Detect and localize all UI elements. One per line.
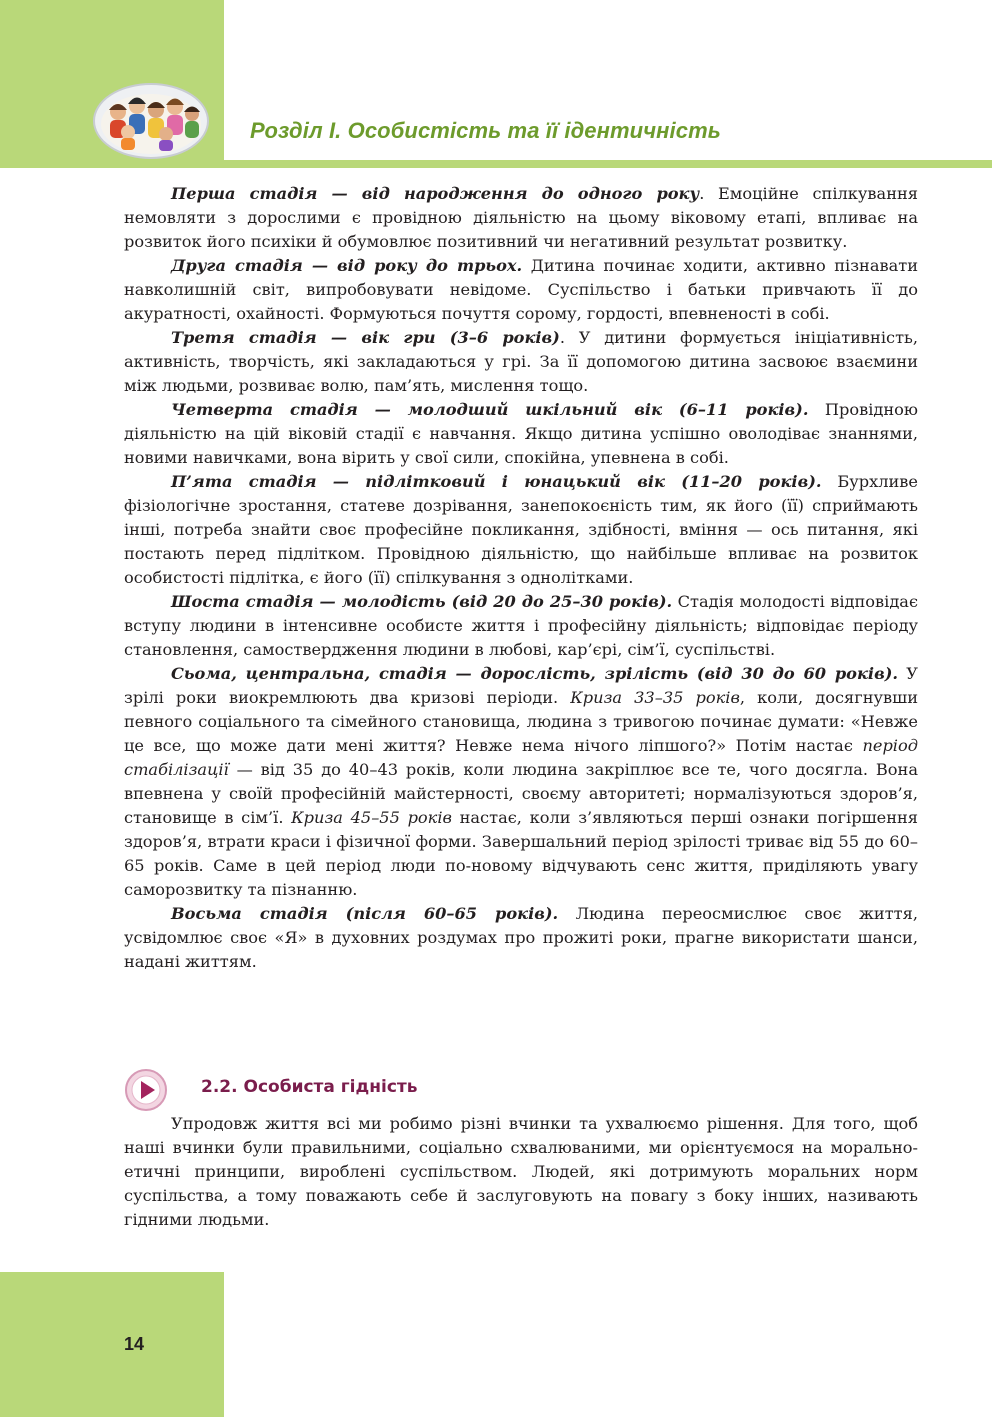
stage-text: — від 35 до 40–43 років, коли людина закріплює все те, чого досягла. Вона впевнена у своїй професійній майстерності, своєму авторитеті; нормалізуються здоров’я, становище в сім’ї.	[124, 760, 918, 827]
stage-term: Шоста стадія — молодість (від 20 до 25–30 років).	[171, 592, 673, 611]
stage-text: Дитина починає ходити, активно пізнавати навколишній світ, випробовувати невідоме. Суспільство і батьки привчають її до акуратності, охайності. Формуються почуття сорому, гордості, впевненості в собі.	[124, 256, 918, 323]
stage-text: Людина переосмислює своє життя, усвідомлює своє «Я» в духовних роздумах про прожиті роки, прагне використати шанси, надані життям.	[124, 904, 918, 971]
crisis-term: Криза 33–35 років	[570, 688, 740, 707]
section-title: 2.2. Особиста гідність	[201, 1077, 418, 1097]
paragraph-stage-3	[124, 326, 918, 398]
dignity-text	[124, 1112, 918, 1232]
stage-text: , коли, досягнувши певного соціального та сімейного становища, людина з тривогою починає думати: «Невже це все, що може дати мені життя? Невже нема нічого ліпшого?» Потім настає	[124, 688, 919, 755]
stage-term: П’ята стадія — підлітковий і юнацький вік (11–20 років).	[171, 472, 822, 491]
stage-term: Друга стадія — від року до трьох.	[171, 256, 523, 275]
stage-term: Третя стадія — вік гри (3–6 років)	[171, 328, 560, 347]
section-heading	[124, 1068, 624, 1112]
paragraph-stage-6	[124, 590, 918, 662]
paragraph-stage-8	[124, 902, 918, 974]
paragraph-stage-7	[124, 662, 918, 902]
stage-term: Перша стадія — від народження до одного року	[171, 184, 700, 203]
stage-text: Бурхливе фізіологічне зростання, статеве дозрівання, занепокоєність тим, як його (її) сприймають інші, потреба знайти своє професійне покликання, здібності, вміння — ось питання, які постають перед підлітком. Провідною діяльністю, що найбільше впливає на розвиток особистості підлітка, є його (її) спілкування з однолітками.	[124, 472, 919, 587]
paragraph-stage-1	[124, 182, 918, 254]
paragraph-stage-2	[124, 254, 918, 326]
paragraph-dignity: Упродовж життя всі ми робимо різні вчинки та ухвалюємо рішення. Для того, щоб наші вчинки були правильними, соціально схвалюваними, ми орієнтуємося на морально-етичні принципи, вироблені суспільством. Людей, які дотримують моральних норм суспільства, а тому поважають себе й заслуговують на повагу з боку інших, називають гідними людьми.	[124, 1114, 918, 1229]
crisis-term: Криза 45–55 років	[291, 808, 452, 827]
stage-text: . Емоційне спілкування немовляти з дорослими є провідною діяльністю на цьому віковому етапі, впливає на розвиток його психіки й обумовлює позитивний чи негативний результат розвитку.	[124, 184, 918, 251]
play-icon	[124, 1068, 168, 1112]
stage-text: . У дитини формується ініціативність, активність, творчість, які закладаються у грі. За її допомогою дитина засвоює взаємини між людьми, розвиває волю, пам’ять, мислення тощо.	[124, 328, 918, 395]
page-number: 14	[124, 1334, 145, 1354]
paragraph-stage-4	[124, 398, 918, 470]
stabilization-term: період стабілізації	[124, 736, 918, 779]
paragraph-stage-5	[124, 470, 918, 590]
stage-text: настає, коли з’являються перші ознаки погіршення здоров’я, втрати краси і фізичної форми. Завершальний період зрілості триває від 55 до 60–65 років. Саме в цей період люди по-новому відчувають сенс життя, приділяють увагу саморозвитку та пізнанню.	[124, 808, 918, 899]
stage-text: Провідною діяльністю на цій віковій стадії є навчання. Якщо дитина успішно оволодіває знаннями, новими навичками, вона вірить у свої сили, спокійна, упевнена в собі.	[124, 400, 918, 467]
stage-text: У зрілі роки виокремлюють два кризові періоди.	[124, 664, 919, 707]
chapter-photo-image	[92, 82, 210, 160]
stages-text	[124, 182, 918, 974]
footer-band	[0, 1272, 224, 1417]
stage-term: Восьма стадія (після 60–65 років).	[171, 904, 559, 923]
chapter-title: Розділ І. Особистість та її ідентичність	[250, 118, 721, 143]
stage-term: Сьома, центральна, стадія — дорослість, зрілість (від 30 до 60 років).	[171, 664, 898, 683]
header-rule	[224, 160, 992, 168]
stage-text: Стадія молодості відповідає вступу людини в інтенсивне особисте життя і професійну діяльність; відповідає періоду становлення, самоствердження людини в любові, кар’єрі, сім’ї, суспільстві.	[124, 592, 919, 659]
stage-term: Четверта стадія — молодший шкільний вік (6–11 років).	[171, 400, 809, 419]
